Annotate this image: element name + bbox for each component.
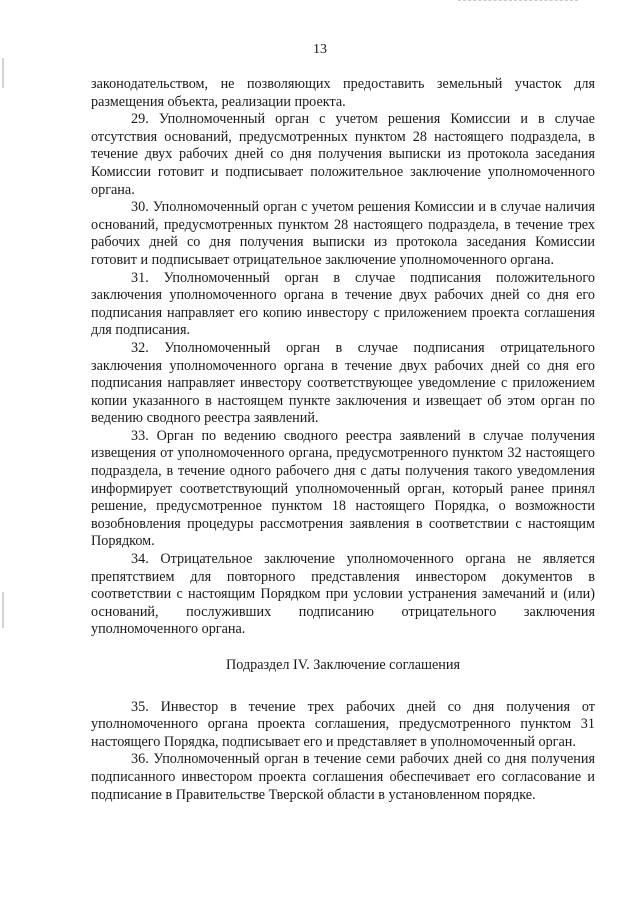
scan-edge-mark bbox=[2, 592, 4, 628]
scan-edge-mark bbox=[2, 58, 4, 88]
paragraph-32: 32. Уполномоченный орган в случае подписания отрицательного заключения уполномоченного органа в течение двух рабочих дней со дня его подписания направляет инвестору соответствующее уведомление с приложением копии указанного в настоящем пункте заключения и извещает об этом орган по ведению сводного реестра заявлений. bbox=[91, 339, 595, 427]
page-number: 13 bbox=[313, 42, 327, 57]
document-body bbox=[91, 76, 595, 804]
paragraph-30: 30. Уполномоченный орган с учетом решения Комиссии и в случае наличия оснований, предусмотренных пунктом 28 настоящего подраздела, в течение трех рабочих дней со дня получения выписки из протокола заседания Комиссии готовит и подписывает отрицательное заключение уполномоченного органа. bbox=[91, 199, 595, 268]
paragraph-31: 31. Уполномоченный орган в случае подписания положительного заключения уполномоченного органа в течение двух рабочих дней со дня его подписания направляет его копию инвестору с приложением проекта соглашения для подписания. bbox=[91, 269, 595, 339]
paragraph-34: 34. Отрицательное заключение уполномоченного органа не является препятствием для повторного представления инвестором документов в соответствии с настоящим Порядком при условии устранения замечаний и (или) оснований, послуживших подписанию отрицательного заключения уполномоченного органа. bbox=[91, 551, 595, 638]
paragraph-35: 35. Инвестор в течение трех рабочих дней со дня получения от уполномоченного органа проекта соглашения, предусмотренного пунктом 31 настоящего Порядка, подписывает его и представляет в уполномоченный орган. bbox=[91, 698, 595, 750]
section-heading: Подраздел IV. Заключение соглашения bbox=[226, 657, 460, 673]
scan-artifact bbox=[458, 0, 578, 5]
paragraph-29: 29. Уполномоченный орган с учетом решения Комиссии и в случае отсутствия оснований, предусмотренных пунктом 28 настоящего подраздела, в течение двух рабочих дней со дня получения выписки из протокола заседания Комиссии готовит и подписывает положительное заключение уполномоченного органа. bbox=[91, 111, 595, 198]
paragraph-36: 36. Уполномоченный орган в течение семи рабочих дней со дня получения подписанного инвестором проекта соглашения обеспечивает его согласование и подписание в Правительстве Тверской области в установленном порядке. bbox=[91, 751, 595, 803]
paragraph-33: 33. Орган по ведению сводного реестра заявлений в случае получения извещения от уполномоченного органа, предусмотренного пунктом 32 настоящего подраздела, в течение одного рабочего дня с даты получения такого уведомления информирует соответствующий уполномоченный орган, который ранее принял решение, предусмотренное пунктом 18 настоящего Порядка, о возможности возобновления процедуры рассмотрения заявления в соответствии с настоящим Порядком. bbox=[91, 427, 595, 550]
paragraph-continuation: законодательством, не позволяющих предоставить земельный участок для размещения объекта, реализации проекта. bbox=[91, 76, 595, 110]
